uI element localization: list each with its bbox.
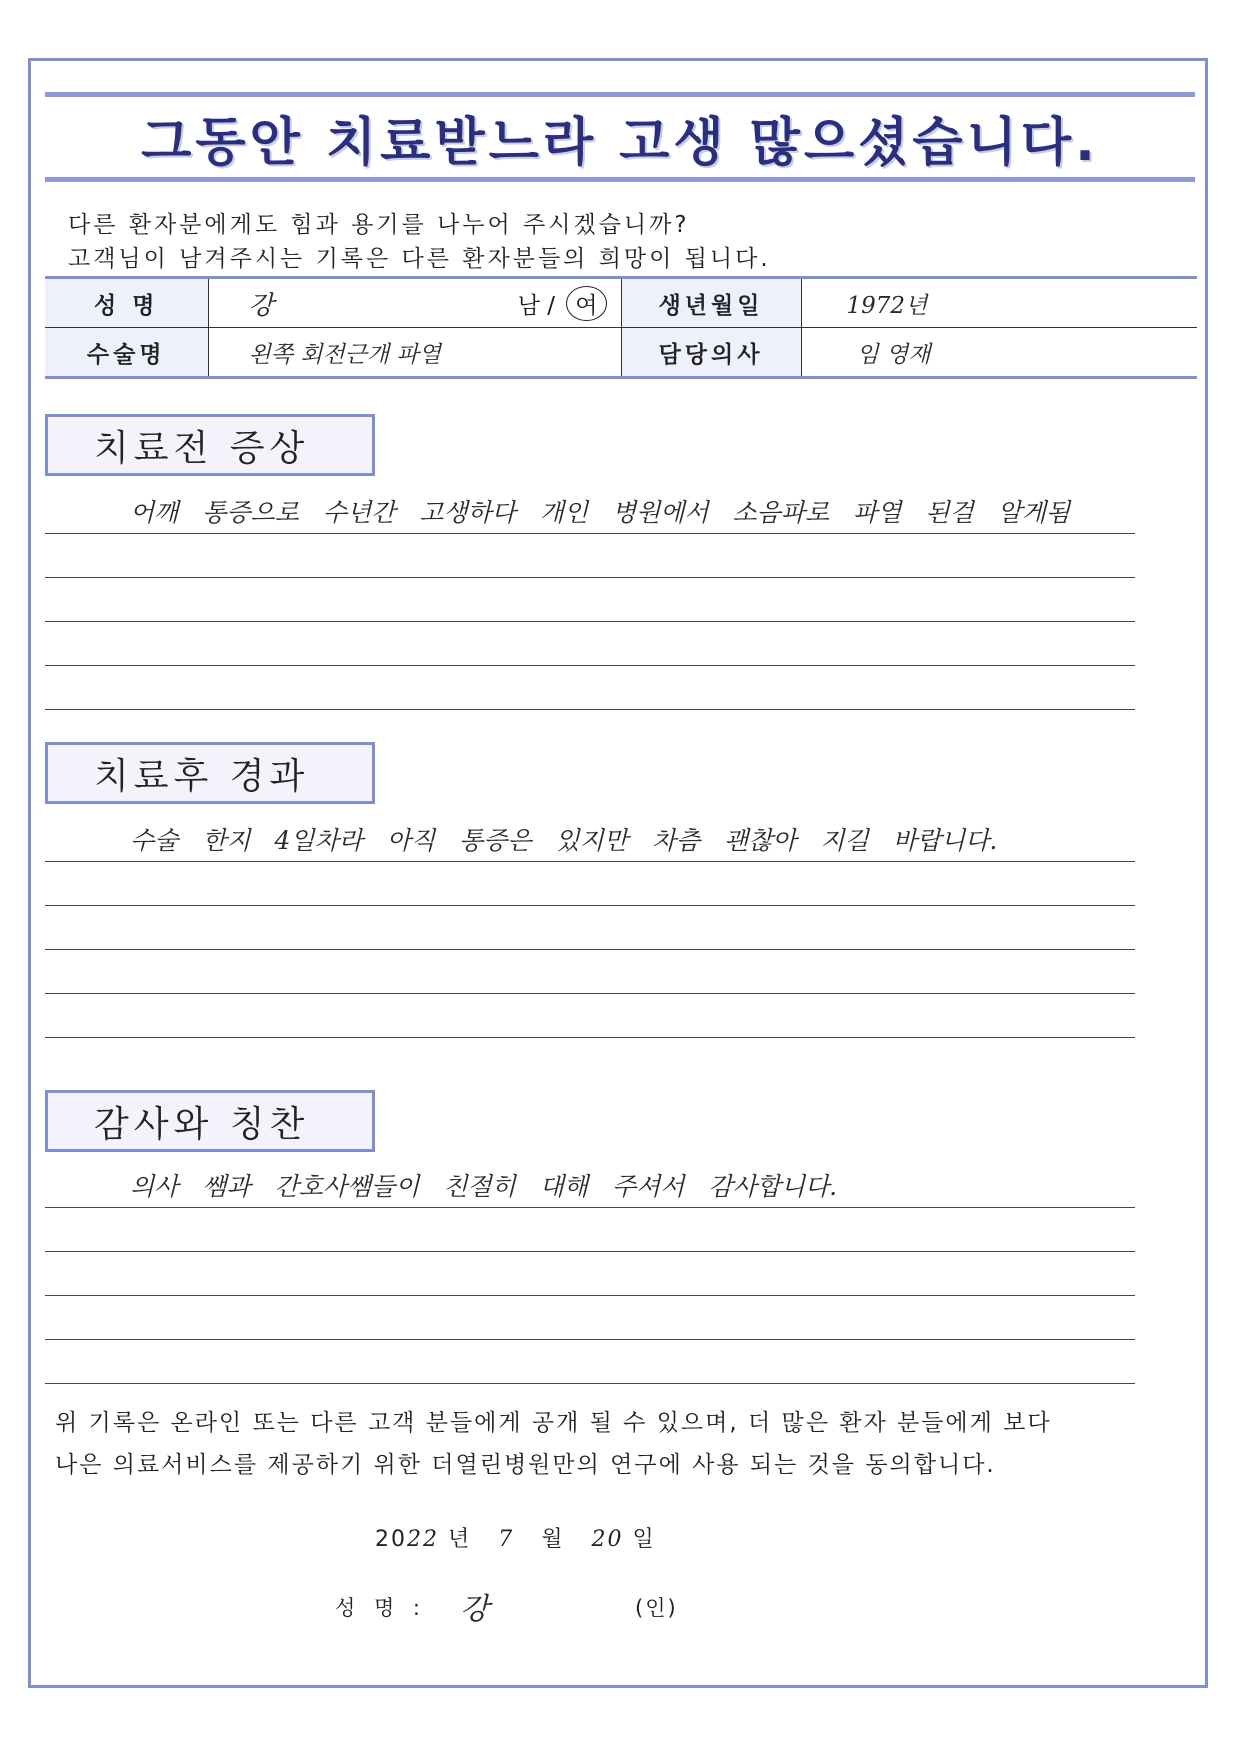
- writing-line: [45, 1164, 1135, 1208]
- gender-female-circled: 여: [566, 286, 606, 321]
- surgery-label: 수술명: [45, 328, 208, 378]
- handwritten-text: 수술 한지 4일차라 아직 통증은 있지만 차츰 괜찮아 지길 바랍니다.: [130, 826, 998, 855]
- title-banner: [45, 92, 1195, 182]
- writing-line: [45, 906, 1135, 950]
- handwritten-text: 의사 쌤과 간호사쌤들이 친절히 대해 주셔서 감사합니다.: [130, 1172, 838, 1201]
- section-lines-after: [45, 818, 1135, 1038]
- info-row-name: [45, 278, 1197, 328]
- doctor-value: 임 영재: [856, 341, 931, 368]
- date-day: 20: [591, 1527, 624, 1552]
- sign-date: [375, 1522, 656, 1553]
- date-year-suffix: 22: [407, 1527, 439, 1552]
- writing-line: [45, 818, 1135, 862]
- section-heading-before: 치료전 증상: [45, 414, 375, 476]
- doctor-cell: [801, 328, 1197, 378]
- signature-label: 성 명 :: [335, 1596, 426, 1620]
- writing-line: [45, 578, 1135, 622]
- consent-line-2: 나은 의료서비스를 제공하기 위한 더열린병원만의 연구에 사용 되는 것을 동의합니다.: [55, 1452, 996, 1478]
- intro-line-1: 다른 환자분에게도 힘과 용기를 나누어 주시겠습니까?: [68, 212, 690, 238]
- date-month: 7: [498, 1527, 515, 1552]
- name-value: 강: [248, 290, 274, 321]
- section-heading-after: 치료후 경과: [45, 742, 375, 804]
- birth-value: 1972년: [846, 292, 928, 319]
- signature-value: 강: [460, 1592, 489, 1627]
- section-heading-thanks: 감사와 칭찬: [45, 1090, 375, 1152]
- gender-male: 남 /: [517, 292, 555, 319]
- writing-line: [45, 490, 1135, 534]
- writing-line: [45, 1208, 1135, 1252]
- surgery-cell: [208, 328, 621, 378]
- patient-info-table: [45, 276, 1197, 379]
- form-title: 그동안 치료받느라 고생 많으셨습니다.: [141, 112, 1099, 173]
- writing-line: [45, 950, 1135, 994]
- date-year-unit: 년: [448, 1527, 472, 1552]
- writing-line: [45, 1252, 1135, 1296]
- birth-label: 생년월일: [621, 278, 801, 328]
- writing-line: [45, 994, 1135, 1038]
- gender-options: [518, 286, 607, 321]
- writing-line: [45, 666, 1135, 710]
- seal-mark: (인): [635, 1596, 678, 1620]
- consent-line-1: 위 기록은 온라인 또는 다른 고객 분들에게 공개 될 수 있으며, 더 많은 환자 분들에게 보다: [55, 1410, 1052, 1436]
- date-month-unit: 월: [541, 1527, 565, 1552]
- intro-line-2: 고객님이 남겨주시는 기록은 다른 환자분들의 희망이 됩니다.: [68, 246, 771, 272]
- writing-line: [45, 862, 1135, 906]
- date-day-unit: 일: [632, 1527, 656, 1552]
- birth-cell: [801, 278, 1197, 328]
- name-cell: [208, 278, 621, 328]
- writing-line: [45, 534, 1135, 578]
- surgery-value: 왼쪽 회전근개 파열: [248, 341, 441, 368]
- writing-line: [45, 622, 1135, 666]
- doctor-label: 담당의사: [621, 328, 801, 378]
- handwritten-text: 어깨 통증으로 수년간 고생하다 개인 병원에서 소음파로 파열 된걸 알게됨: [130, 498, 1071, 527]
- section-lines-before: [45, 490, 1135, 710]
- section-lines-thanks: [45, 1164, 1135, 1384]
- writing-line: [45, 1296, 1135, 1340]
- writing-line: [45, 1340, 1135, 1384]
- info-row-surgery: [45, 328, 1197, 378]
- date-year-prefix: 20: [375, 1527, 407, 1552]
- name-label: 성 명: [45, 278, 208, 328]
